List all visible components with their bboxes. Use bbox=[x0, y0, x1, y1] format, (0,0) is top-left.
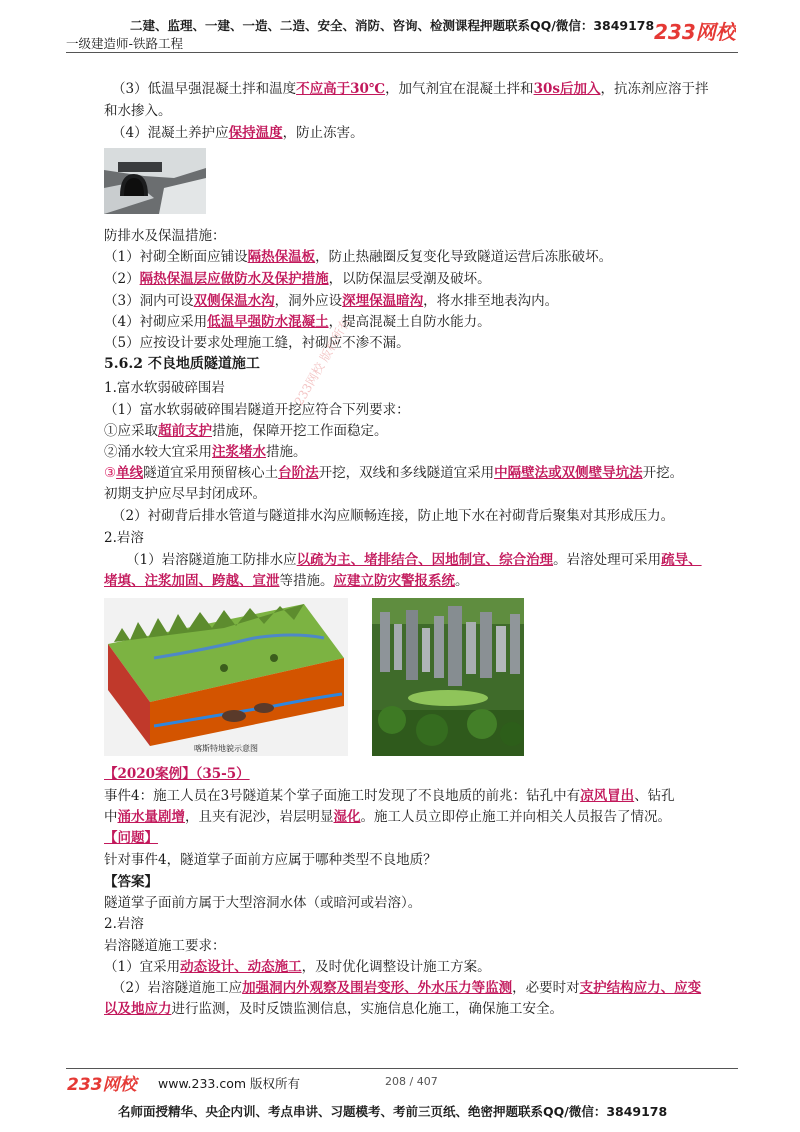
text-line: 和水掺入。 bbox=[104, 103, 172, 119]
text-line: （1）富水软弱破碎围岩隧道开挖应符合下列要求： bbox=[104, 402, 410, 418]
text-line: （2）岩溶隧道施工应加强洞内外观察及围岩变形、外水压力等监测，必要时对支护结构应力、应变 bbox=[112, 980, 702, 996]
text-line: 中涌水量剧增，且夹有泥沙，岩层明显湿化。施工人员立即停止施工并向相关人员报告了情况。 bbox=[104, 809, 671, 825]
footer-url: www.233.com 版权所有 bbox=[158, 1076, 300, 1091]
question-text: 针对事件4，隧道掌子面前方应属于哪种类型不良地质？ bbox=[104, 852, 437, 868]
text-line: 初期支护应尽早封闭成环。 bbox=[104, 486, 266, 502]
text-line: （1）衬砌全断面应铺设隔热保温板，防止热融圈反复变化导致隧道运营后冻胀破坏。 bbox=[104, 249, 613, 265]
text-line: ③单线隧道宜采用预留核心土台阶法开挖，双线和多线隧道宜采用中隔壁法或双侧壁导坑法开挖。 bbox=[104, 465, 684, 481]
tunnel-portal-photo bbox=[104, 148, 206, 214]
page-number: 208 / 407 bbox=[385, 1075, 438, 1088]
text-line: 岩溶隧道施工要求： bbox=[104, 938, 226, 954]
brand-logo bbox=[652, 16, 736, 46]
question-title: 【问题】 bbox=[104, 830, 158, 846]
text-line: 防排水及保温措施： bbox=[104, 228, 226, 244]
header-contact: 二建、监理、一建、一造、二造、安全、消防、咨询、检测课程押题联系QQ/微信：3849178 bbox=[130, 18, 655, 33]
text-line: （2）衬砌背后排水管道与隧道排水沟应顺畅连接，防止地下水在衬砌背后聚集对其形成压力。 bbox=[112, 508, 675, 524]
section-heading: 5.6.2 不良地质隧道施工 bbox=[104, 356, 260, 372]
svg-text:233网校: 233网校 bbox=[654, 20, 736, 44]
text-line: （3）低温早强混凝土拌和温度不应高于30℃，加气剂宜在混凝土拌和30s后加入，抗冻剂应溶于拌 bbox=[112, 81, 709, 97]
text-line: ②涌水较大宜采用注浆堵水措施。 bbox=[104, 444, 307, 460]
footer-divider bbox=[66, 1068, 738, 1069]
text-line: （5）应按设计要求处理施工缝，衬砌应不渗不漏。 bbox=[104, 335, 410, 351]
answer-title: 【答案】 bbox=[104, 874, 158, 890]
footer-brand-logo bbox=[66, 1072, 148, 1094]
text-line: 2.岩溶 bbox=[104, 916, 144, 932]
case-title: 【2020案例】（35-5） bbox=[104, 766, 250, 782]
watermark: 233网校 版权所有 bbox=[291, 315, 354, 408]
diagram-caption: 喀斯特地貌示意图 bbox=[194, 744, 258, 753]
svg-text:233网校: 233网校 bbox=[67, 1075, 137, 1094]
header-divider bbox=[66, 52, 738, 53]
text-line: 以及地应力进行监测，及时反馈监测信息，实施信息化施工，确保施工安全。 bbox=[104, 1001, 563, 1017]
text-line: （1）宜采用动态设计、动态施工，及时优化调整设计施工方案。 bbox=[104, 959, 491, 975]
text-line: 1.富水软弱破碎围岩 bbox=[104, 380, 225, 396]
answer-text: 隧道掌子面前方属于大型溶洞水体（或暗河或岩溶）。 bbox=[104, 895, 422, 911]
text-line: （4）衬砌应采用低温早强防水混凝土，提高混凝土自防水能力。 bbox=[104, 314, 491, 330]
text-line: 事件4：施工人员在3号隧道某个掌子面施工时发现了不良地质的前兆：钻孔中有凉风冒出、钻孔 bbox=[104, 788, 675, 804]
text-line: （2）隔热保温层应做防水及保护措施，以防保温层受潮及破坏。 bbox=[104, 271, 491, 287]
text-line: 堵填、注浆加固、跨越、宣泄等措施。应建立防灾警报系统。 bbox=[104, 573, 469, 589]
text-line: 2.岩溶 bbox=[104, 530, 144, 546]
karst-landform-diagram bbox=[104, 598, 348, 756]
text-line: ①应采取超前支护措施，保障开挖工作面稳定。 bbox=[104, 423, 388, 439]
text-line: （3）洞内可设双侧保温水沟，洞外应设深埋保温暗沟，将水排至地表沟内。 bbox=[104, 293, 559, 309]
text-line: （4）混凝土养护应保持温度，防止冻害。 bbox=[112, 125, 364, 141]
header-subject: 一级建造师-铁路工程 bbox=[66, 36, 184, 51]
footer-contact: 名师面授精华、央企内训、考点串讲、习题模考、考前三页纸、绝密押题联系QQ/微信：3849178 bbox=[118, 1104, 668, 1119]
text-line: （1）岩溶隧道施工防排水应以疏为主、堵排结合、因地制宜、综合治理。岩溶处理可采用疏导、 bbox=[126, 552, 702, 568]
stone-forest-photo bbox=[372, 598, 524, 756]
